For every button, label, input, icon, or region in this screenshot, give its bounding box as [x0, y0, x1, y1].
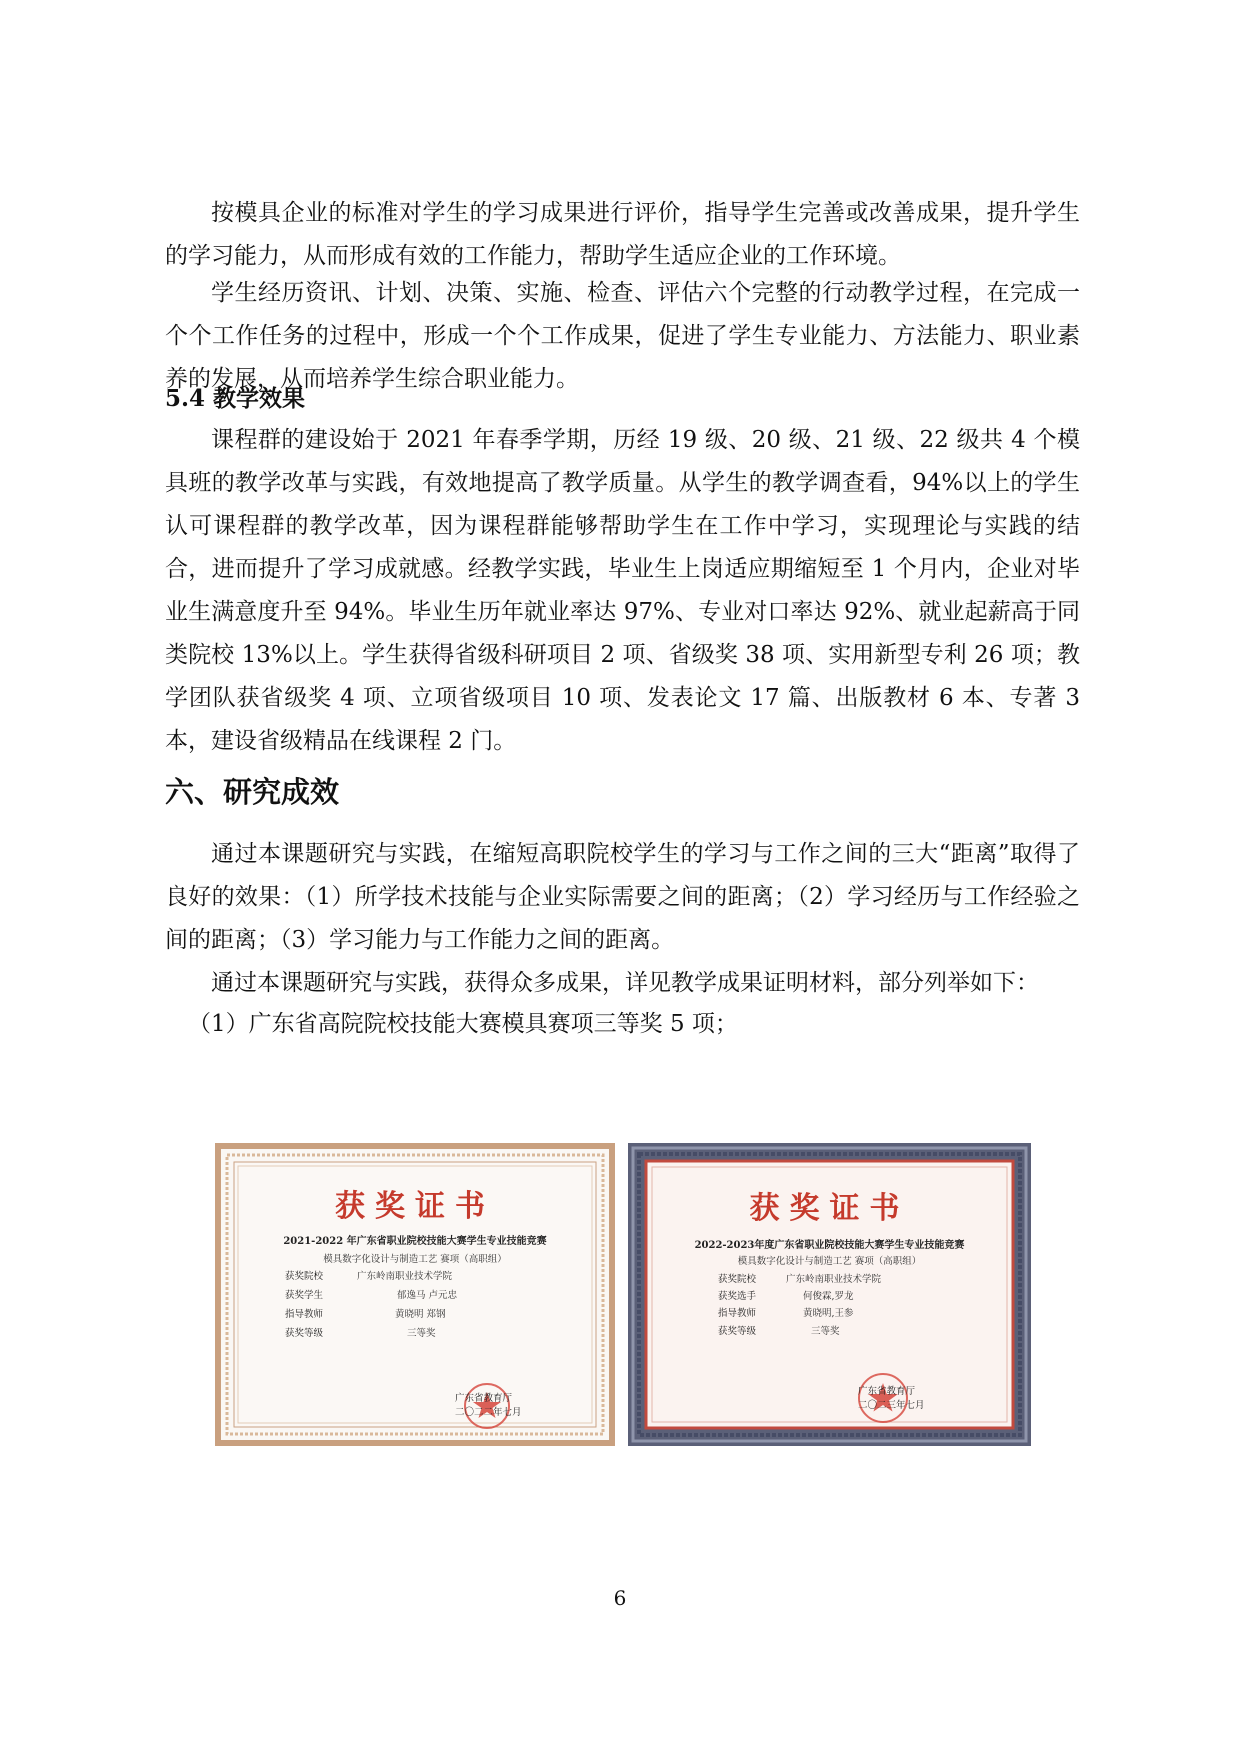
certificate-image-2	[628, 1143, 1031, 1446]
paragraph-achievements-intro: 通过本课题研究与实践，获得众多成果，详见教学成果证明材料，部分列举如下：	[211, 970, 1039, 996]
certificate-title: 获奖证书	[335, 1189, 495, 1224]
certificate-value-school: 广东岭南职业技术学院	[357, 1271, 453, 1282]
paragraph-action-teaching: 学生经历资讯、计划、决策、实施、检查、评估六个完整的行动教学过程，在完成一个个工作任务的过程中，形成一个个工作成果，促进了学生专业能力、方法能力、职业素养的发展，从而培养学生综合职业能力。	[165, 280, 1080, 392]
certificate-image-1	[215, 1143, 615, 1446]
paragraph-evaluation: 按模具企业的标准对学生的学习成果进行评价，指导学生完善或改善成果，提升学生的学习能力，从而形成有效的工作能力，帮助学生适应企业的工作环境。	[165, 200, 1080, 269]
certificate-label-school: 获奖院校	[718, 1274, 757, 1285]
certificate-value-level: 三等奖	[811, 1326, 840, 1337]
certificate-label-school: 获奖院校	[285, 1271, 324, 1282]
certificate-value-teacher: 黄晓明,王参	[803, 1308, 854, 1319]
certificate-subtitle: 2021-2022 年广东省职业院校技能大赛学生专业技能竞赛	[283, 1236, 547, 1247]
certificate-label-level: 获奖等级	[285, 1328, 324, 1339]
certificate-issuer: 广东省教育厅	[858, 1386, 916, 1397]
certificate-value-student: 何俊霖,罗龙	[803, 1291, 854, 1302]
paragraph-three-distances: 通过本课题研究与实践，在缩短高职院校学生的学习与工作之间的三大“距离”取得了良好的效果：（1）所学技术技能与企业实际需要之间的距离；（2）学习经历与工作经验之间的距离；（3）学习能力与工作能力之间的距离。	[165, 841, 1080, 953]
certificate-event: 模具数字化设计与制造工艺 赛项（高职组）	[323, 1254, 507, 1265]
certificate-date: 二〇二二年七月	[455, 1407, 522, 1418]
certificate-label-student: 获奖选手	[718, 1291, 757, 1302]
certificate-subtitle: 2022-2023年度广东省职业院校技能大赛学生专业技能竞赛	[694, 1240, 965, 1251]
certificate-value-school: 广东岭南职业技术学院	[786, 1274, 882, 1285]
certificate-label-teacher: 指导教师	[718, 1308, 757, 1319]
certificate-label-student: 获奖学生	[285, 1290, 324, 1301]
section-heading-5-4: 5.4 教学效果	[165, 385, 306, 412]
certificate-title: 获奖证书	[749, 1191, 910, 1226]
certificate-label-teacher: 指导教师	[285, 1309, 324, 1320]
certificate-date: 二〇二三年七月	[858, 1400, 925, 1411]
paragraph-teaching-effect: 课程群的建设始于 2021 年春季学期，历经 19 级、20 级、21 级、22 级共 4 个模具班的教学改革与实践，有效地提高了教学质量。从学生的教学调查看，94%以上的学生认可课程群的教学改革，因为课程群能够帮助学生在工作中学习，实现理论与实践的结合，进而提升了学习成就感。经教学实践，毕业生上岗适应期缩短至 1 个月内，企业对毕业生满意度升至 94%。毕业生历年就业率达 97%、专业对口率达 92%、就业起薪高于同类院校 13%以上。学生获得省级科研项目 2 项、省级奖 38 项、实用新型专利 26 项；教学团队获省级奖 4 项、立项省级项目 10 项、发表论文 17 篇、出版教材 6 本、专著 3 本，建设省级精品在线课程 2 门。	[165, 427, 1080, 754]
certificate-issuer: 广东省教育厅	[455, 1393, 513, 1404]
list-item-award-1: （1）广东省高院院校技能大赛模具赛项三等奖 5 项；	[188, 1011, 738, 1037]
certificate-label-level: 获奖等级	[718, 1326, 757, 1337]
certificate-value-student: 郁逸马 卢元忠	[397, 1290, 458, 1301]
certificate-value-level: 三等奖	[407, 1328, 436, 1339]
certificate-value-teacher: 黄晓明 郑钢	[395, 1309, 446, 1320]
section-heading-six: 六、研究成效	[165, 775, 340, 809]
certificate-event: 模具数字化设计与制造工艺 赛项（高职组）	[737, 1256, 922, 1267]
page-number: 6	[613, 1586, 627, 1610]
